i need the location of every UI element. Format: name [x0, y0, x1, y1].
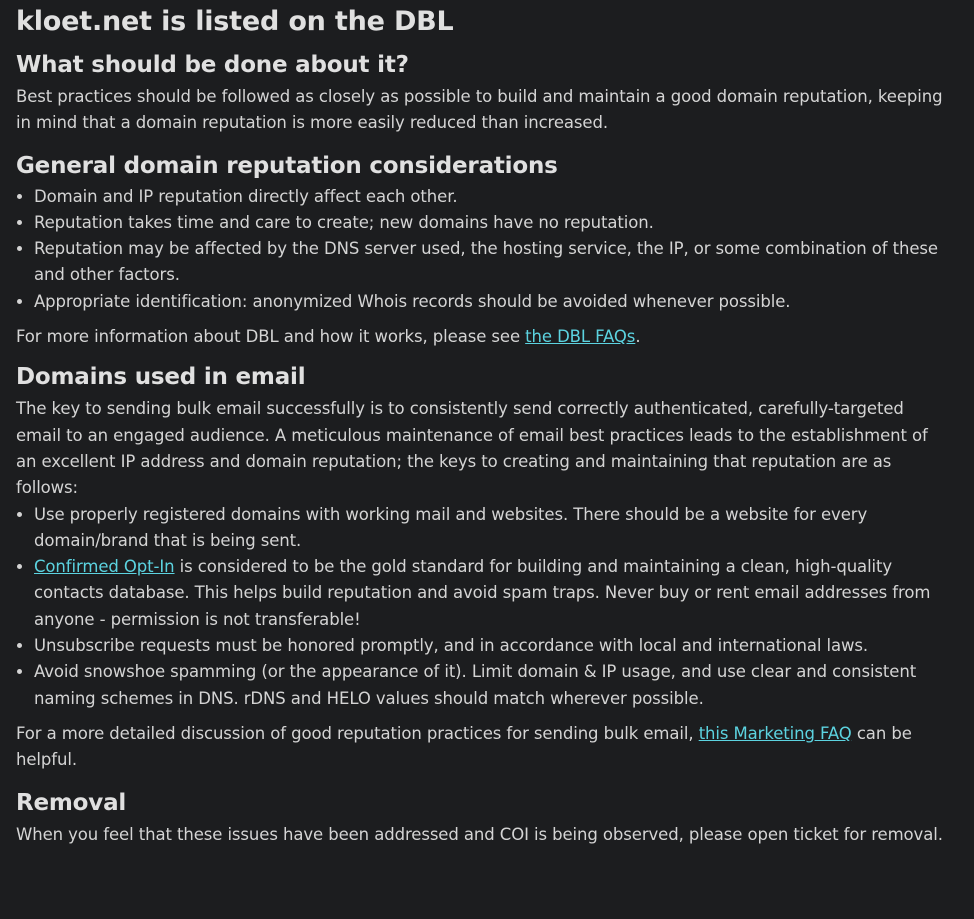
marketing-faq-link[interactable]: this Marketing FAQ — [698, 723, 852, 743]
more-info-prefix: For more information about DBL and how it works, please see — [16, 327, 526, 347]
page-title: kloet.net is listed on the DBL — [16, 6, 454, 37]
list-item — [34, 554, 944, 633]
opt-in-text: is considered to be the gold standard for building and maintaining a clean, high-quality contacts database. This helps build reputation and avoid spam traps. Never buy or rent email addresses from anyone - permission is not transferable! — [34, 557, 931, 629]
list-item: • Avoid snowshoe spamming (or the appearance of it). Limit domain & IP usage, and use clear and consistent naming schemes in DNS. rDNS and HELO values should match wherever possible. — [34, 659, 944, 712]
outro-prefix: For a more detailed discussion of good reputation practices for sending bulk email, — [16, 723, 699, 743]
confirmed-opt-in-link[interactable]: Confirmed Opt-In — [34, 557, 175, 577]
what-heading: What should be done about it? — [16, 52, 409, 78]
more-info-suffix: . — [635, 327, 641, 347]
list-item: • Reputation takes time and care to create; new domains have no reputation. — [34, 210, 944, 236]
list-item: • Domain and IP reputation directly affect each other. — [34, 184, 944, 210]
list-item: • Use properly registered domains with working mail and websites. There should be a website for every domain/brand that is being sent. — [34, 502, 944, 555]
email-outro-paragraph — [16, 721, 944, 774]
list-item: • Unsubscribe requests must be honored promptly, and in accordance with local and international laws. — [34, 633, 944, 659]
more-info-paragraph — [16, 324, 944, 350]
outro-suffix: can be helpful. — [16, 723, 912, 770]
dbl-faqs-link[interactable]: the DBL FAQs — [525, 327, 636, 347]
list-item: • Appropriate identification: anonymized Whois records should be avoided whenever possible. — [34, 289, 944, 315]
email-practices-list — [16, 502, 944, 712]
considerations-heading: General domain reputation considerations — [16, 152, 558, 179]
what-paragraph: Best practices should be followed as closely as possible to build and maintain a good domain reputation, keeping in mind that a domain reputation is more easily reduced than increased. — [16, 87, 943, 133]
email-intro-paragraph: The key to sending bulk email successfully is to consistently send correctly authenticated, carefully-targeted email to an engaged audience. A meticulous maintenance of email best practices leads to the establishment of an excellent IP address and domain reputation; the keys to creating and maintaining that reputation are as follows: — [16, 399, 928, 498]
list-item: • Reputation may be affected by the DNS server used, the hosting service, the IP, or some combination of these and other factors. — [34, 236, 944, 289]
considerations-list — [16, 184, 944, 315]
removal-heading: Removal — [16, 789, 127, 816]
removal-paragraph: When you feel that these issues have been addressed and COI is being observed, please open ticket for removal. — [16, 824, 943, 844]
email-heading: Domains used in email — [16, 364, 306, 391]
